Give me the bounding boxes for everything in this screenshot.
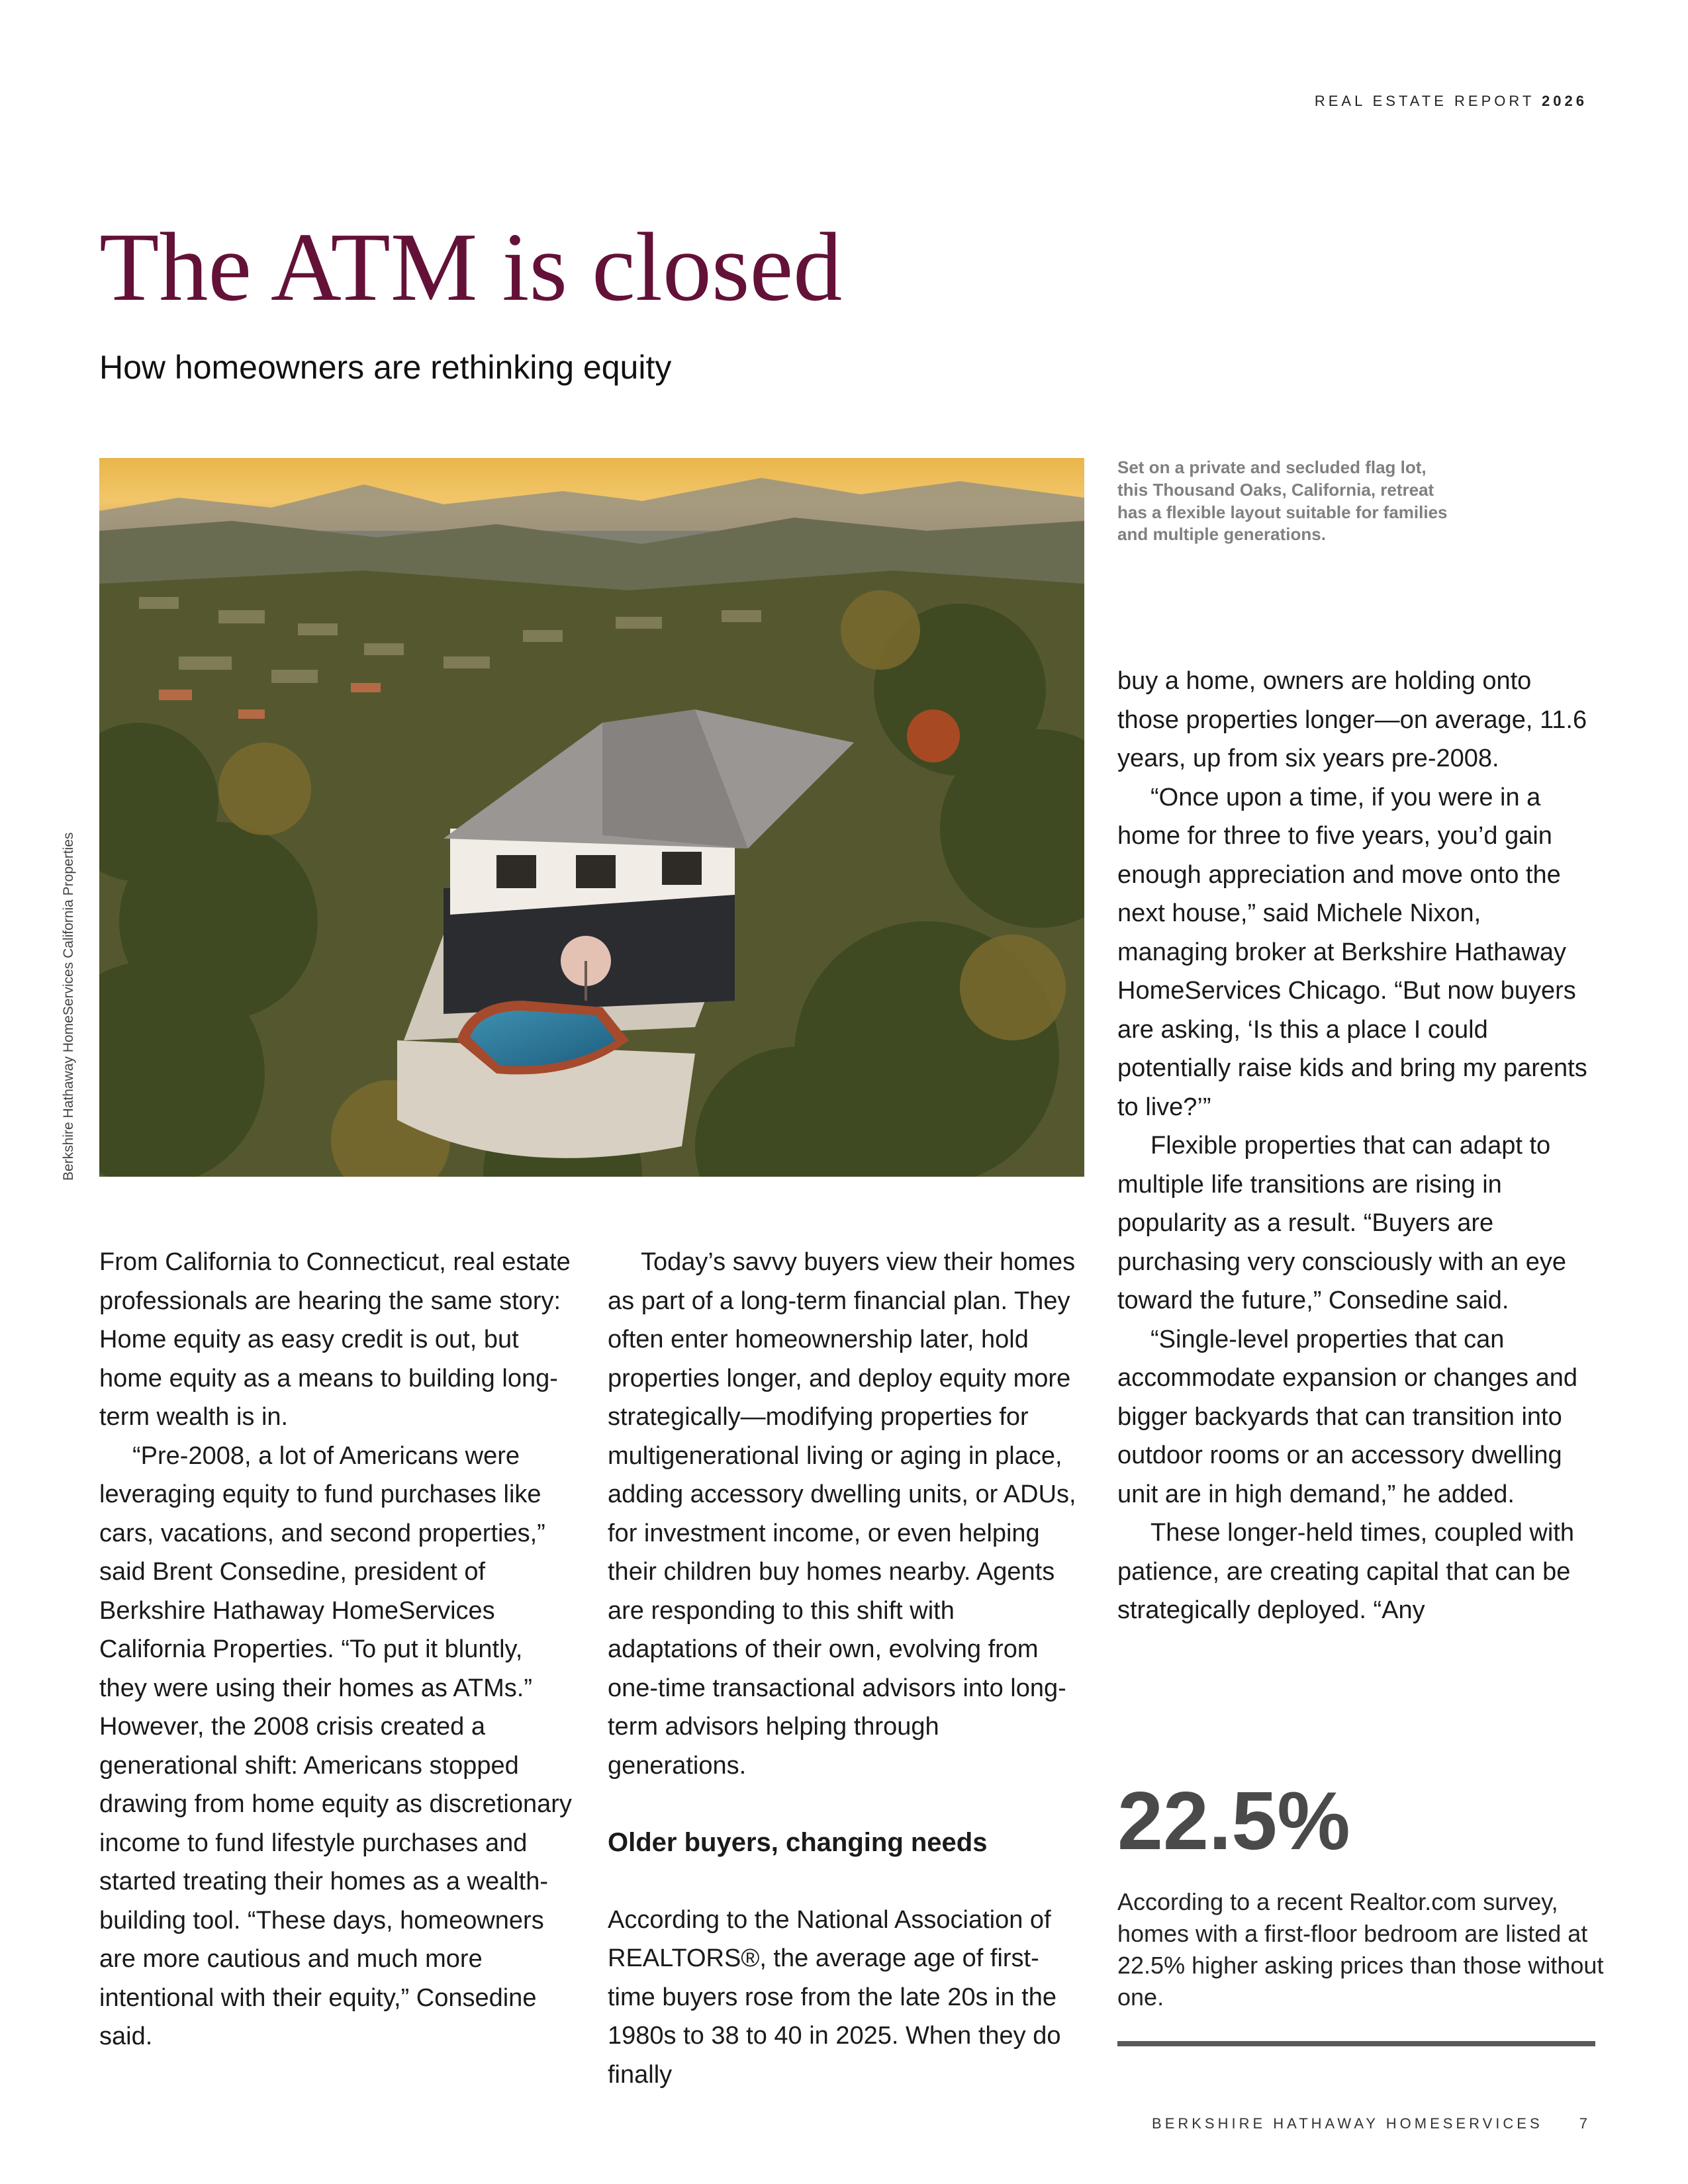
paragraph: buy a home, owners are holding onto those properties longer—on average, 11.6 years, up from six years pre-2008.: [1117, 667, 1587, 772]
paragraph: From California to Connecticut, real estate professionals are hearing the same story: Home equity as easy credit is out, but home equity as a means to building long-term wealth is in.: [99, 1248, 571, 1431]
stat-description: According to a recent Realtor.com survey, homes with a first-floor bedroom are listed at 22.5% higher asking prices than those without one.: [1117, 1888, 1604, 2011]
report-header-year: 2026: [1542, 93, 1587, 109]
article-title: The ATM is closed: [99, 213, 843, 322]
section-subheading: Older buyers, changing needs: [608, 1828, 988, 1857]
footer-brand: BERKSHIRE HATHAWAY HOMESERVICES: [1152, 2115, 1543, 2132]
report-header: [1315, 93, 1587, 110]
hero-photo: [99, 458, 1084, 1177]
page-footer: [1152, 2115, 1587, 2132]
article-subtitle: How homeowners are rethinking equity: [99, 349, 672, 386]
paragraph: These longer-held times, coupled with patience, are creating capital that can be strategically deployed. “Any: [1117, 1519, 1575, 1624]
paragraph: “Single-level properties that can accommodate expansion or changes and bigger backyards that can transition into outdoor rooms or an accessory dwelling unit are in high demand,” he added.: [1117, 1325, 1578, 1508]
paragraph: Flexible properties that can adapt to multiple life transitions are rising in popularity as a result. “Buyers are purchasing very consciously with an eye toward the future,” Consedine said.: [1117, 1132, 1567, 1314]
photo-credit: Berkshire Hathaway HomeServices California Properties: [61, 832, 76, 1181]
paragraph: Today’s savvy buyers view their homes as part of a long-term financial plan. They often enter homeownership later, hold properties longer, and deploy equity more strategically—modifying properties for multigenerational living or aging in place, adding accessory dwelling units, or ADUs, for investment income, or even helping their children buy homes nearby. Agents are responding to this shift with adaptations of their own, evolving from one-time transactional advisors into long-term advisors helping through generations.: [608, 1248, 1076, 1780]
body-column-2: [608, 1243, 1084, 2094]
body-column-3: [1117, 662, 1594, 1630]
report-header-label: REAL ESTATE REPORT: [1314, 93, 1534, 109]
paragraph: “Pre-2008, a lot of Americans were leveraging equity to fund purchases like cars, vacations, and second properties,” said Brent Consedine, president of Berkshire Hathaway HomeServices California Properties. “To put it bluntly, they were using their homes as ATMs.” However, the 2008 crisis created a generational shift: Americans stopped drawing from home equity as discretionary income to fund lifestyle purchases and started treating their homes as a wealth-building tool. “These days, homeowners are more cautious and much more intentional with their equity,” Consedine said.: [99, 1441, 572, 2050]
stat-value: 22.5%: [1117, 1776, 1350, 1867]
page-number: 7: [1579, 2115, 1587, 2132]
paragraph: According to the National Association of REALTORS®, the average age of first-time buyers rose from the late 20s in the 1980s to 38 to 40 in 2025. When they do finally: [608, 1905, 1061, 2089]
photo-caption: Set on a private and secluded flag lot, this Thousand Oaks, California, retreat has a flexible layout suitable for families and multiple generations.: [1117, 457, 1448, 545]
paragraph: “Once upon a time, if you were in a home for three to five years, you’d gain enough appreciation and move onto the next house,” said Michele Nixon, managing broker at Berkshire Hathaway HomeServices Chicago. “But now buyers are asking, ‘Is this a place I could potentially raise kids and bring my parents to live?’”: [1117, 783, 1587, 1121]
stat-divider: [1117, 2041, 1595, 2046]
body-column-1: [99, 1243, 576, 2056]
